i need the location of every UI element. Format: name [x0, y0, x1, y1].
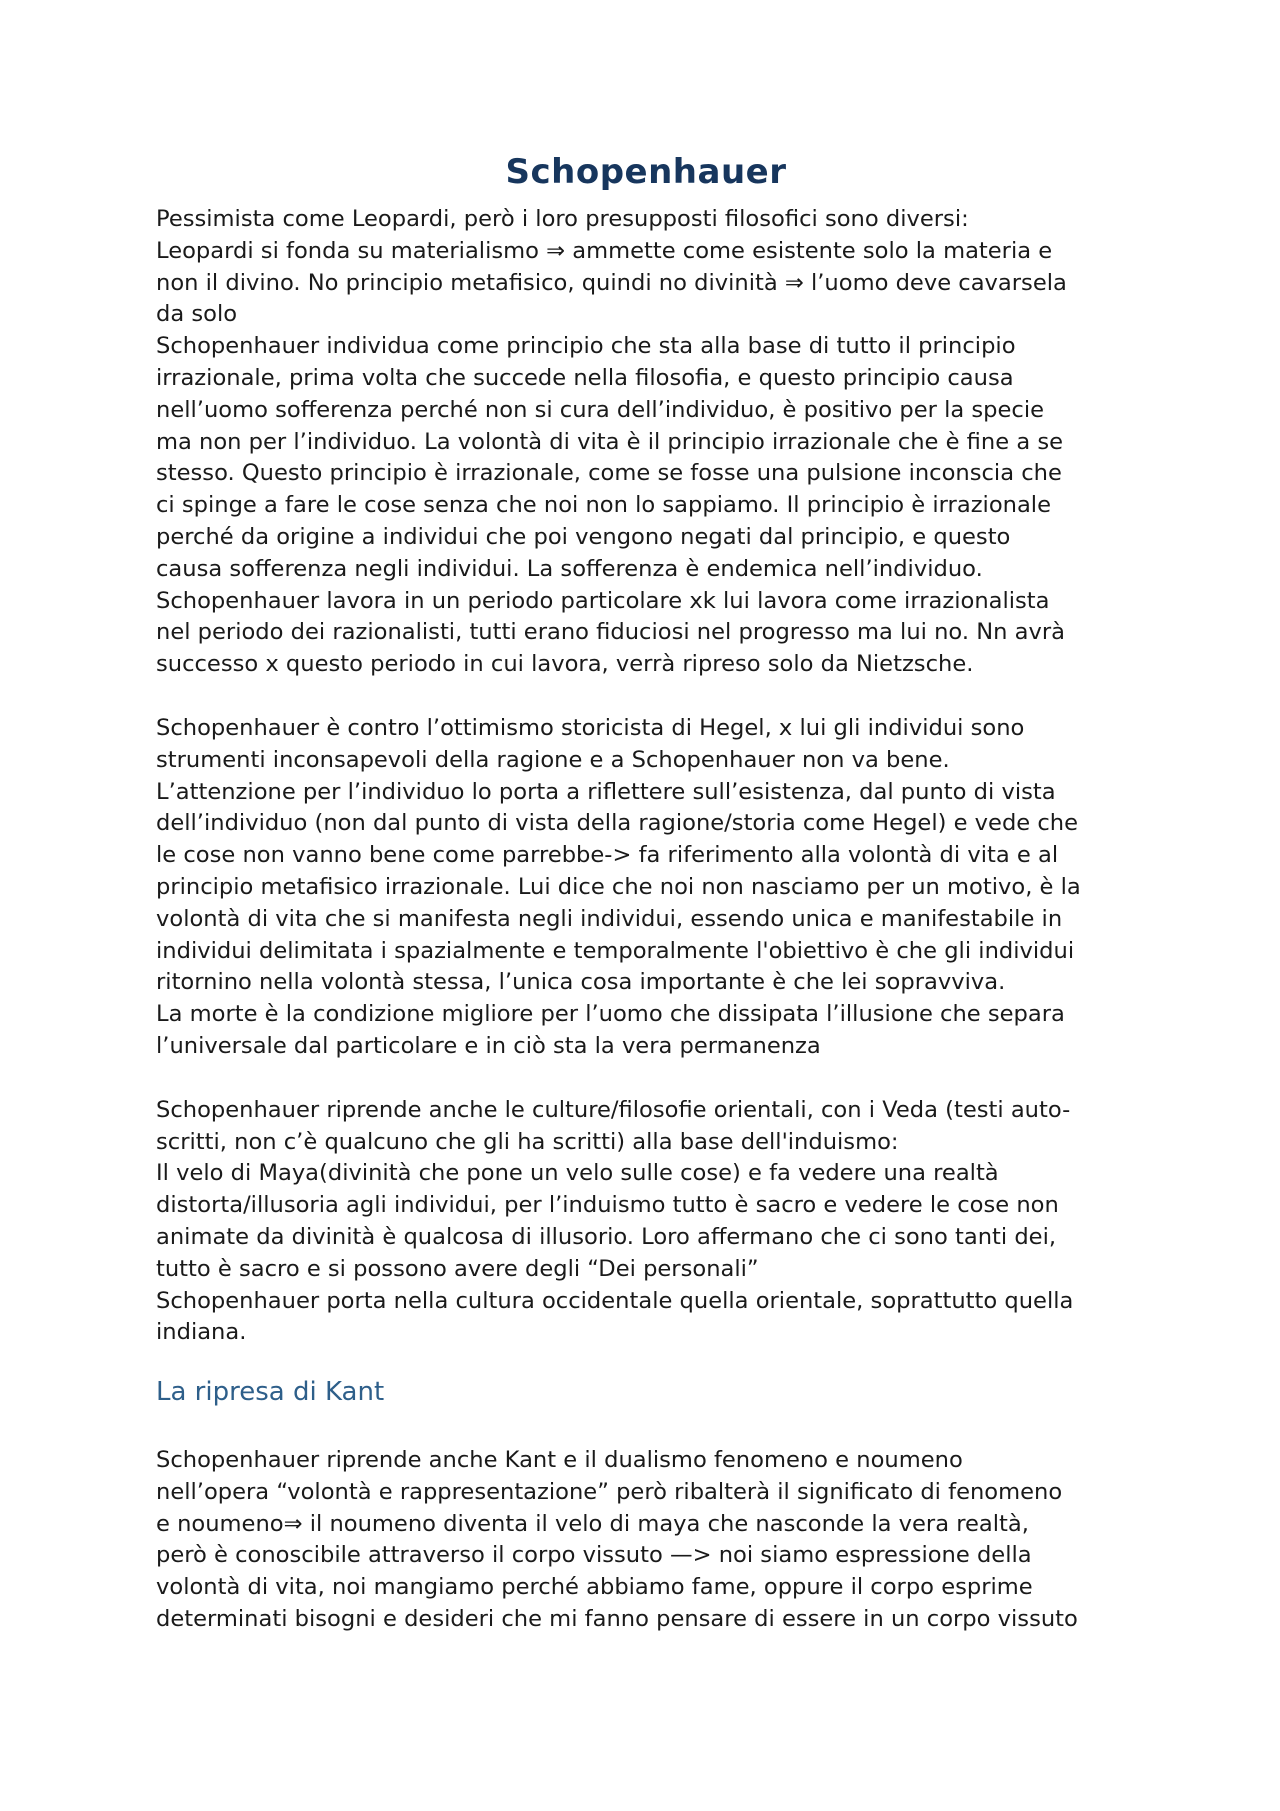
- text-line: L’attenzione per l’individuo lo porta a riflettere sull’esistenza, dal punto di vista: [156, 778, 1056, 805]
- text-line: volontà di vita, noi mangiamo perché abbiamo fame, oppure il corpo esprime: [156, 1574, 1033, 1601]
- text-line: dell’individuo (non dal punto di vista della ragione/storia come Hegel) e vede che: [156, 810, 1079, 837]
- text-line: nel periodo dei razionalisti, tutti erano fiduciosi nel progresso ma lui no. Nn avrà: [156, 619, 1065, 646]
- text-line: non il divino. No principio metafisico, quindi no divinità ⇒ l’uomo deve cavarsela: [156, 269, 1067, 296]
- text-line: ma non per l’individuo. La volontà di vita è il principio irrazionale che è fine a se: [156, 428, 1064, 455]
- text-line: determinati bisogni e desideri che mi fanno pensare di essere in un corpo vissuto: [156, 1606, 1078, 1633]
- text-line: principio metafisico irrazionale. Lui dice che noi non nasciamo per un motivo, è la: [156, 873, 1081, 900]
- text-line: Schopenhauer lavora in un periodo particolare xk lui lavora come irrazionalista: [156, 587, 1050, 614]
- text-line: Schopenhauer individua come principio che sta alla base di tutto il principio: [156, 333, 1016, 360]
- section-heading: La ripresa di Kant: [156, 1377, 385, 1408]
- paragraph-section2: [156, 713, 1136, 1063]
- text-line: e noumeno⇒ il noumeno diventa il velo di maya che nasconde la vera realtà,: [156, 1510, 1029, 1537]
- text-line: irrazionale, prima volta che succede nella filosofia, e questo principio causa: [156, 364, 1014, 391]
- text-line: però è conoscibile attraverso il corpo vissuto —> noi siamo espressione della: [156, 1542, 1032, 1569]
- text-line: individui delimitata i spazialmente e temporalmente l'obiettivo è che gli individui: [156, 937, 1075, 964]
- text-line: nell’uomo sofferenza perché non si cura dell’individuo, è positivo per la specie: [156, 396, 1044, 423]
- text-line: le cose non vanno bene come parrebbe-> fa riferimento alla volontà di vita e al: [156, 842, 1059, 869]
- paragraph-gap: [156, 681, 1136, 713]
- text-line: animate da divinità è qualcosa di illusorio. Loro affermano che ci sono tanti dei,: [156, 1223, 1057, 1250]
- text-line: causa sofferenza negli individui. La sofferenza è endemica nell’individuo.: [156, 555, 983, 582]
- paragraph-section4: [156, 1445, 1136, 1636]
- document-page: [156, 150, 1136, 1636]
- text-line: da solo: [156, 301, 238, 328]
- text-line: nell’opera “volontà e rappresentazione” però ribalterà il significato di fenomeno: [156, 1478, 1063, 1505]
- text-line: Schopenhauer porta nella cultura occidentale quella orientale, soprattutto quella: [156, 1287, 1074, 1314]
- text-line: strumenti inconsapevoli della ragione e a Schopenhauer non va bene.: [156, 746, 950, 773]
- text-line: scritti, non c’è qualcuno che gli ha scritti) alla base dell'induismo:: [156, 1128, 899, 1155]
- text-line: Leopardi si fonda su materialismo ⇒ ammette come esistente solo la materia e: [156, 237, 1053, 264]
- text-line: perché da origine a individui che poi vengono negati dal principio, e questo: [156, 523, 1011, 550]
- paragraph-gap: [156, 1063, 1136, 1095]
- text-line: La morte è la condizione migliore per l’uomo che dissipata l’illusione che separa: [156, 1001, 1065, 1028]
- text-line: l’universale dal particolare e in ciò sta la vera permanenza: [156, 1032, 821, 1059]
- text-line: ritornino nella volontà stessa, l’unica cosa importante è che lei sopravviva.: [156, 969, 1006, 996]
- paragraph-section3: [156, 1095, 1136, 1349]
- text-line: Schopenhauer riprende anche Kant e il dualismo fenomeno e noumeno: [156, 1447, 963, 1474]
- text-line: stesso. Questo principio è irrazionale, come se fosse una pulsione inconscia che: [156, 460, 1062, 487]
- text-line: volontà di vita che si manifesta negli individui, essendo unica e manifestabile in: [156, 905, 1063, 932]
- text-line: successo x questo periodo in cui lavora, verrà ripreso solo da Nietzsche.: [156, 651, 974, 678]
- text-line: Schopenhauer riprende anche le culture/filosofie orientali, con i Veda (testi auto-: [156, 1096, 1071, 1123]
- text-line: ci spinge a fare le cose senza che noi non lo sappiamo. Il principio è irrazionale: [156, 492, 1051, 519]
- text-line: tutto è sacro e si possono avere degli “Dei personali”: [156, 1255, 759, 1282]
- paragraph-section1: [156, 204, 1136, 681]
- text-line: Pessimista come Leopardi, però i loro presupposti filosofici sono diversi:: [156, 206, 969, 232]
- text-line: indiana.: [156, 1319, 247, 1346]
- document-title: Schopenhauer: [505, 152, 787, 192]
- text-line: distorta/illusoria agli individui, per l’induismo tutto è sacro e vedere le cose non: [156, 1192, 1059, 1219]
- text-line: Schopenhauer è contro l’ottimismo storicista di Hegel, x lui gli individui sono: [156, 714, 1025, 741]
- text-line: Il velo di Maya(divinità che pone un velo sulle cose) e fa vedere una realtà: [156, 1160, 999, 1187]
